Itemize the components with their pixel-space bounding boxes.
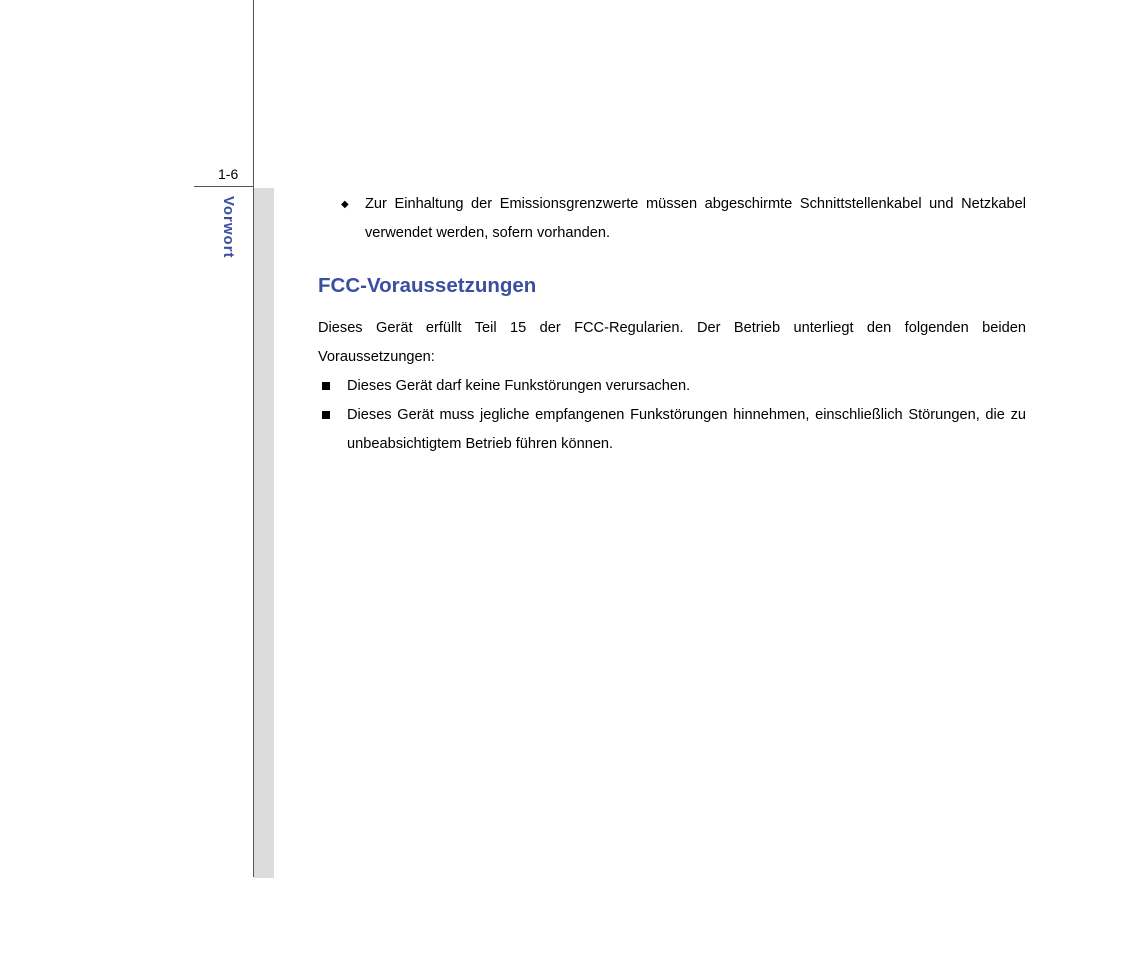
- section-tab-label: Vorwort: [220, 196, 237, 259]
- section-heading: FCC-Voraussetzungen: [318, 274, 537, 297]
- requirements-list: [318, 372, 1026, 459]
- page-content: [318, 190, 1026, 459]
- square-bullet-icon: [322, 411, 330, 419]
- margin-horizontal-rule: [194, 186, 254, 187]
- page-number: 1-6: [218, 166, 239, 182]
- intro-list-item-text: Zur Einhaltung der Emissionsgrenzwerte müssen abgeschirmte Schnittstellenkabel und Netzkabel verwendet werden, sofern vorhanden.: [365, 196, 1026, 241]
- margin-gray-band: [254, 188, 274, 878]
- list-item-text: Dieses Gerät muss jegliche empfangenen Funkstörungen hinnehmen, einschließlich Störungen, die zu unbeabsichtigtem Betrieb führen können.: [347, 407, 1026, 452]
- list-item-text: Dieses Gerät darf keine Funkstörungen verursachen.: [347, 378, 691, 394]
- intro-list-item: [318, 190, 1026, 248]
- list-item: [318, 372, 1026, 401]
- section-paragraph: Dieses Gerät erfüllt Teil 15 der FCC-Regularien. Der Betrieb unterliegt den folgenden beiden Voraussetzungen:: [318, 320, 1026, 365]
- diamond-bullet-icon: ◆: [341, 199, 349, 210]
- square-bullet-icon: [322, 382, 330, 390]
- list-item: [318, 401, 1026, 459]
